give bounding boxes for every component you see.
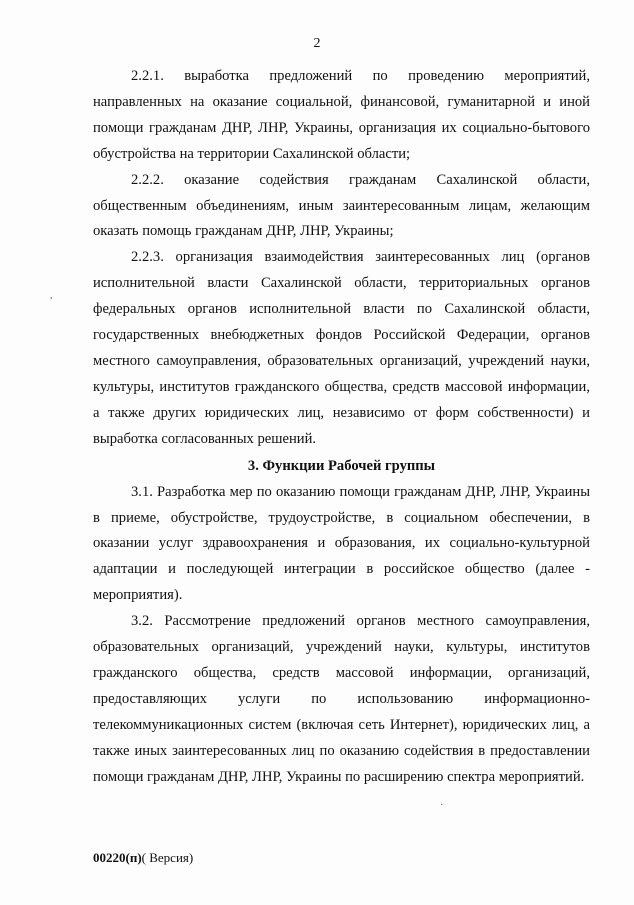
page-number: 2 <box>313 36 321 51</box>
paragraph-3-2: 3.2. Рассмотрение предложений органов местного самоуправления, образовательных организаций, учреждений науки, культуры, институтов гражданского общества, средств массовой информации, организаций, предоставляющих услуги по использованию информационно-телекоммуникационных систем (включая сеть Интернет), юридических лиц, а также иных заинтересованных лиц по оказанию содействия в предоставлении помощи гражданам ДНР, ЛНР, Украины по расширению спектра мероприятий. <box>93 613 590 785</box>
paragraph-3-1: 3.1. Разработка мер по оказанию помощи гражданам ДНР, ЛНР, Украины в приеме, обустройстве, трудоустройстве, в социальном обеспечении, в оказании услуг здравоохранения и образования, их социально-культурной адаптации и последующей интеграции в российское общество (далее - мероприятия). <box>93 483 590 604</box>
paragraph-2-2-1: 2.2.1. выработка предложений по проведению мероприятий, направленных на оказание социальной, финансовой, гуманитарной и иной помощи гражданам ДНР, ЛНР, Украины, организация их социально-бытового обустройства на территории Сахалинской области; <box>93 68 590 162</box>
document-body <box>93 64 590 790</box>
section-heading: 3. Функции Рабочей группы <box>247 457 436 474</box>
footer-version: ( Версия) <box>141 850 194 865</box>
scan-speck: · <box>440 800 444 811</box>
paragraph-2-2-2: 2.2.2. оказание содействия гражданам Сахалинской области, общественным объединениям, иным заинтересованным лицам, желающим оказать помощь гражданам ДНР, ЛНР, Украины; <box>93 171 590 240</box>
document-footer <box>93 850 193 866</box>
scan-speck: , <box>50 290 53 301</box>
paragraph-2-2-3: 2.2.3. организация взаимодействия заинтересованных лиц (органов исполнительной власти Сахалинской области, территориальных органов федеральных органов исполнительной власти по Сахалинской области, государственных внебюджетных фондов Российской Федерации, органов местного самоуправления, образовательных организаций, учреждений науки, культуры, институтов гражданского общества, средств массовой информации, а также других юридических лиц, независимо от форм собственности) и выработка согласованных решений. <box>93 249 590 447</box>
footer-code: 00220(п) <box>93 850 142 865</box>
